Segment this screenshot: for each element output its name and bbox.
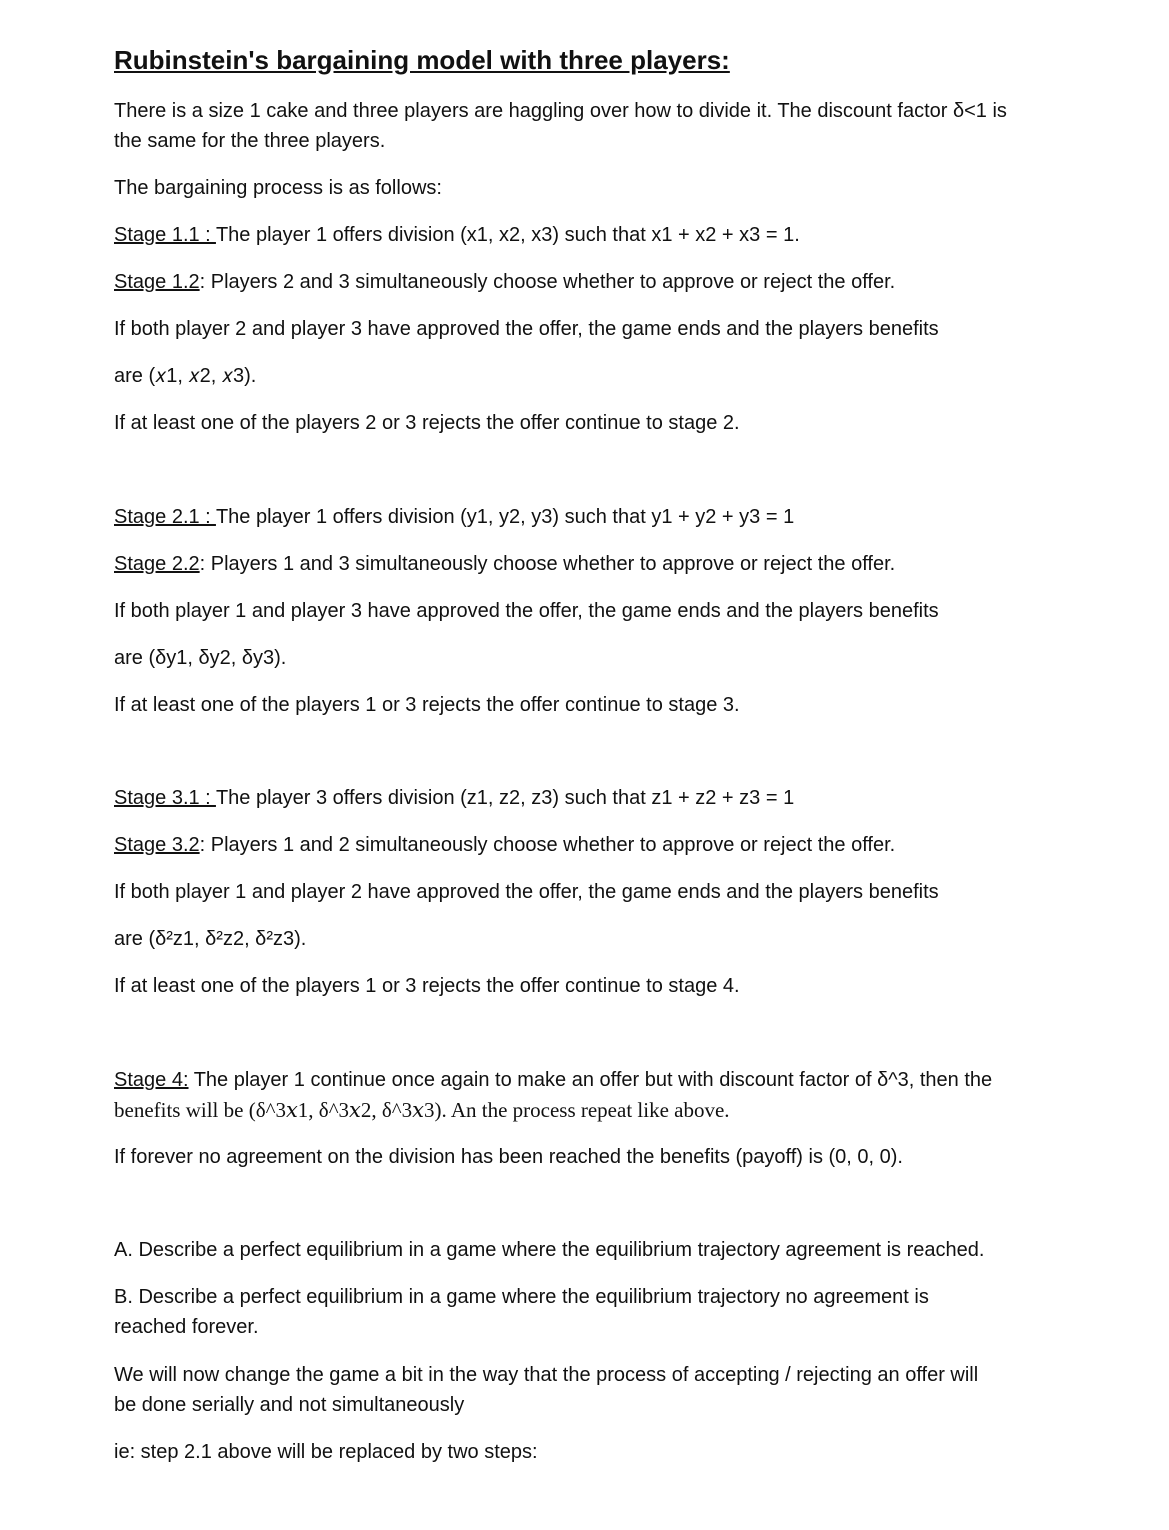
stage-3-1 (114, 783, 1064, 813)
stage-3-reject: If at least one of the players 1 or 3 rejects the offer continue to stage 4. (114, 975, 740, 997)
stage-3-2-text: : Players 1 and 2 simultaneously choose whether to approve or reject the offer. (199, 834, 896, 856)
stage-2-2-label: Stage 2.2 (114, 553, 200, 575)
stage-3-1-label: Stage 3.1 : (114, 787, 216, 809)
stage-4 (114, 1065, 1064, 1095)
stage-1-2 (114, 267, 1064, 297)
question-b-line-1: B. Describe a perfect equilibrium in a game where the equilibrium trajectory no agreement is (114, 1286, 929, 1308)
stage-1-1 (114, 220, 1064, 250)
change-line-2: be done serially and not simultaneously (114, 1394, 465, 1416)
stage-2-1-label: Stage 2.1 : (114, 506, 216, 528)
question-b-line-2: reached forever. (114, 1316, 259, 1338)
stage-1-approve: If both player 2 and player 3 have approved the offer, the game ends and the players benefits (114, 318, 939, 340)
ie-line: ie: step 2.1 above will be replaced by two steps: (114, 1441, 538, 1463)
process-heading: The bargaining process is as follows: (114, 177, 442, 199)
intro-line-2: the same for the three players. (114, 130, 386, 152)
question-a: A. Describe a perfect equilibrium in a game where the equilibrium trajectory agreement is reached. (114, 1239, 985, 1261)
stage-3-1-text: The player 3 offers division (z1, z2, z3) such that z1 + z2 + z3 = 1 (215, 787, 795, 809)
stage-1-1-label: Stage 1.1 : (114, 224, 216, 246)
stage-4-line-2: benefits will be (δ^3𝑥1, δ^3𝑥2, δ^3𝑥3). An the process repeat like above. (114, 1098, 730, 1122)
stage-1-benefits: are (𝑥1, 𝑥2, 𝑥3). (114, 365, 257, 387)
stage-3-2 (114, 830, 1064, 860)
stage-1-2-text: : Players 2 and 3 simultaneously choose whether to approve or reject the offer. (199, 271, 896, 293)
stage-2-2-text: : Players 1 and 3 simultaneously choose whether to approve or reject the offer. (199, 553, 896, 575)
stage-3-2-label: Stage 3.2 (114, 834, 200, 856)
change-line-1: We will now change the game a bit in the way that the process of accepting / rejecting an offer will (114, 1364, 979, 1386)
stage-2-approve: If both player 1 and player 3 have approved the offer, the game ends and the players benefits (114, 600, 939, 622)
intro-line-1: There is a size 1 cake and three players are haggling over how to divide it. The discount factor δ<1 is (114, 100, 1007, 122)
stage-2-1 (114, 502, 1064, 532)
stage-1-2-label: Stage 1.2 (114, 271, 200, 293)
stage-2-benefits: are (δy1, δy2, δy3). (114, 647, 287, 669)
page-title: Rubinstein's bargaining model with three players: (114, 45, 730, 75)
stage-2-1-text: The player 1 offers division (y1, y2, y3) such that y1 + y2 + y3 = 1 (215, 506, 795, 528)
stage-3-approve: If both player 1 and player 2 have approved the offer, the game ends and the players benefits (114, 881, 939, 903)
stage-4-label: Stage 4: (114, 1069, 189, 1091)
stage-1-reject: If at least one of the players 2 or 3 rejects the offer continue to stage 2. (114, 412, 740, 434)
stage-1-1-text: The player 1 offers division (x1, x2, x3) such that x1 + x2 + x3 = 1. (215, 224, 800, 246)
stage-2-reject: If at least one of the players 1 or 3 rejects the offer continue to stage 3. (114, 694, 740, 716)
stage-4-text: The player 1 continue once again to make an offer but with discount factor of δ^3, then the (188, 1069, 993, 1091)
stage-4-forever: If forever no agreement on the division has been reached the benefits (payoff) is (0, 0, 0). (114, 1146, 903, 1168)
stage-2-2 (114, 549, 1064, 579)
stage-3-benefits: are (δ²z1, δ²z2, δ²z3). (114, 928, 307, 950)
